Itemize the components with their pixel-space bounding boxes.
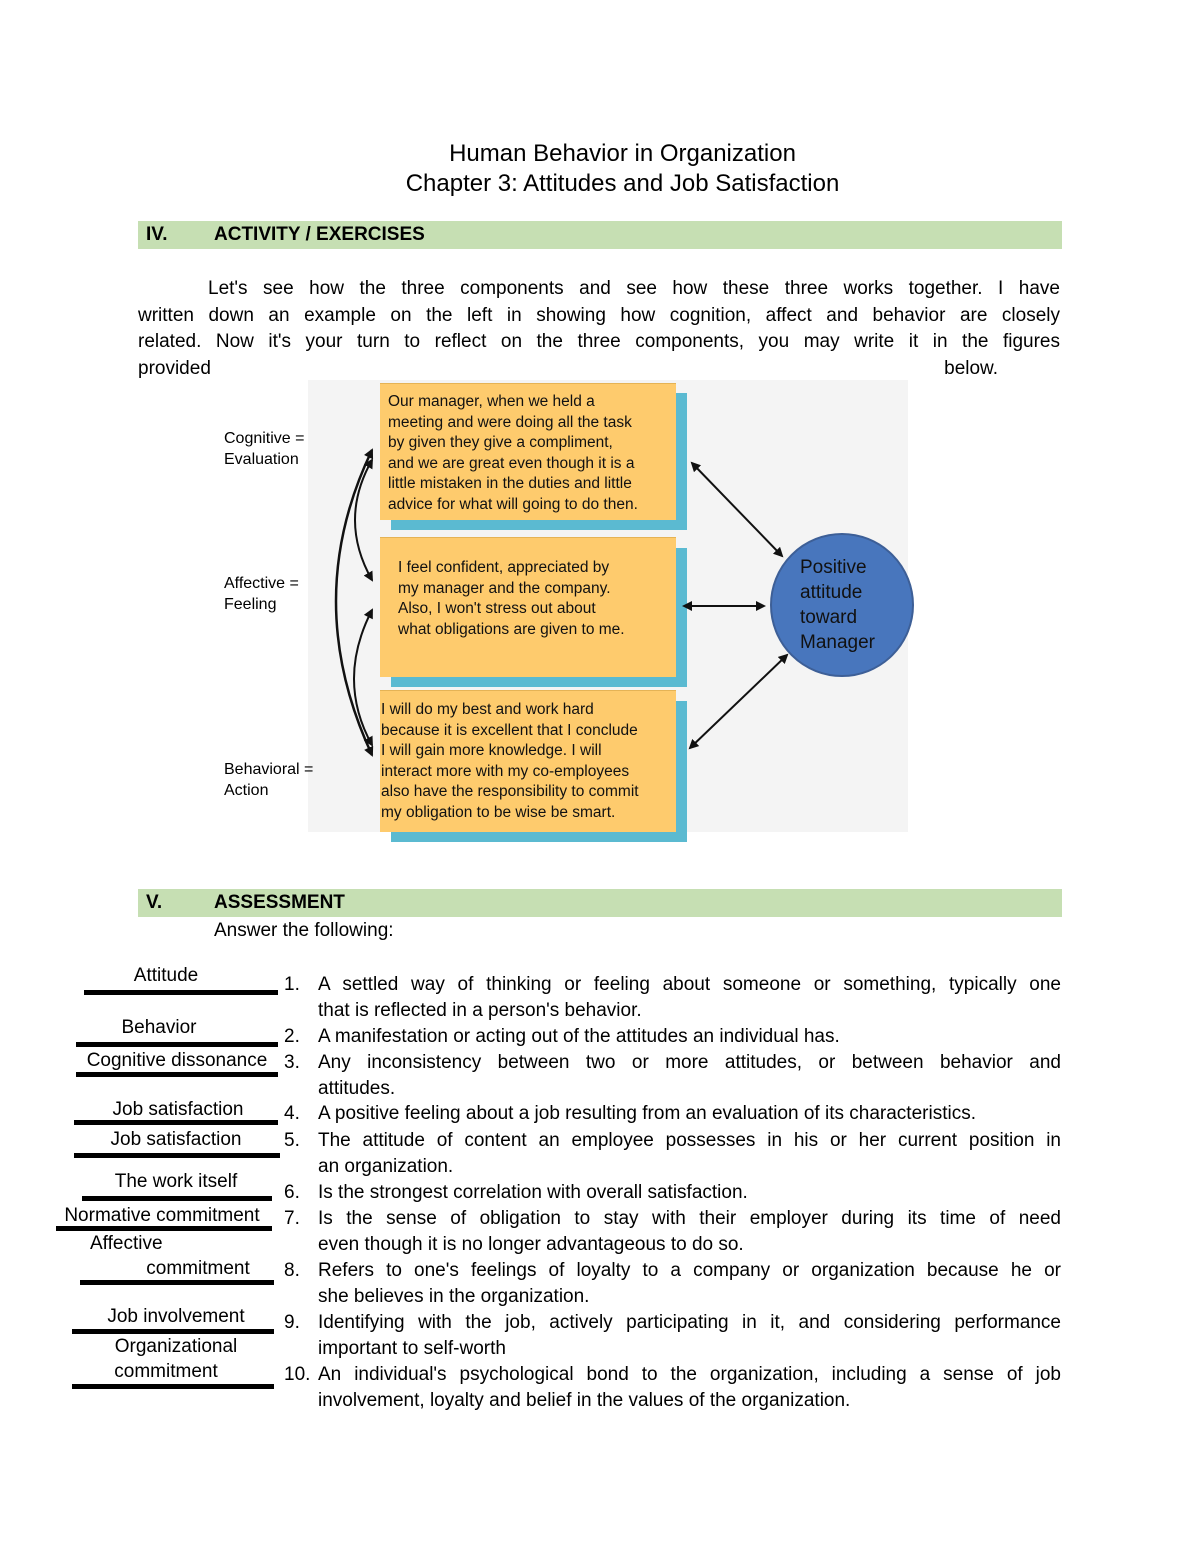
section-number: V. [146, 892, 163, 913]
answer-text: Affective [90, 1233, 163, 1254]
answer-blank [74, 1153, 280, 1158]
answer-blank [74, 1120, 278, 1125]
label-line: Behavioral = [224, 761, 314, 778]
behavioral-circle-arrow [690, 655, 787, 748]
cognitive-circle-arrow [692, 463, 782, 556]
answer-blank [84, 990, 278, 995]
answer-text: The work itself [114, 1171, 238, 1192]
question-line: even though it is no longer advantageous to do so. [318, 1234, 744, 1255]
paragraph-word: provided [138, 357, 211, 379]
question-line: that is reflected in a person's behavior. [318, 1000, 642, 1021]
question-number: 3. [284, 1052, 300, 1073]
answer-text: Behavior [121, 1017, 197, 1038]
page-title: Human Behavior in Organization [449, 140, 796, 167]
box-line: advice for what will going to do then. [388, 495, 638, 513]
question-line: A settled way of thinking or feeling about someone or something, typically one [318, 974, 1061, 995]
label-line: Feeling [224, 596, 277, 613]
box-line: little mistaken in the duties and little [388, 475, 632, 492]
question-line: Is the strongest correlation with overall satisfaction. [318, 1182, 748, 1203]
question-text [318, 1128, 1061, 1180]
answer-text: commitment [114, 1361, 218, 1382]
paragraph-line: related. Now it's your turn to reflect on the three components, you may write it in the figures [138, 331, 1060, 352]
section-title: ACTIVITY / EXERCISES [214, 224, 425, 245]
label-line: Affective = [224, 575, 299, 592]
page-subtitle: Chapter 3: Attitudes and Job Satisfaction [405, 170, 840, 197]
question-text [318, 1024, 1061, 1050]
question-number: 7. [284, 1208, 300, 1229]
question-line: Any inconsistency between two or more attitudes, or between behavior and [318, 1052, 1061, 1073]
circle-line: Positive [800, 557, 867, 578]
box-line: I feel confident, appreciated by [398, 559, 610, 576]
question-text [318, 1310, 1061, 1362]
question-line: A manifestation or acting out of the attitudes an individual has. [318, 1026, 840, 1047]
question-number: 6. [284, 1182, 300, 1203]
cognitive-affective-arrow [355, 460, 372, 580]
answer-blank [56, 1226, 272, 1231]
paragraph-word: below. [944, 357, 998, 379]
box-line: by given they give a compliment, [388, 434, 613, 451]
box-line: Also, I won't stress out about [398, 600, 596, 617]
box-line: my manager and the company. [398, 579, 611, 597]
question-text [318, 1101, 1061, 1127]
answer-text: commitment [146, 1258, 250, 1279]
section-number: IV. [146, 224, 168, 245]
question-line: The attitude of content an employee possesses in his or her current position in [318, 1130, 1061, 1151]
box-line: I will gain more knowledge. I will [381, 742, 602, 759]
question-number: 2. [284, 1026, 300, 1047]
answer-text: Job satisfaction [110, 1129, 242, 1150]
label-line: Evaluation [224, 451, 299, 468]
paragraph-line: Let's see how the three components and see how these three works together. I have [208, 278, 1060, 299]
question-text [318, 972, 1061, 1024]
answer-blank [76, 1042, 278, 1047]
box-line: my obligation to be wise be smart. [381, 803, 616, 821]
question-line: she believes in the organization. [318, 1286, 590, 1307]
question-text [318, 1362, 1061, 1414]
answer-text: Job satisfaction [112, 1099, 244, 1120]
question-number: 4. [284, 1103, 300, 1124]
answer-text: Normative commitment [64, 1205, 260, 1226]
answer-blank [72, 1329, 274, 1334]
question-number: 9. [284, 1312, 300, 1333]
answer-text: Job involvement [107, 1306, 245, 1327]
box-line: Our manager, when we held a [388, 393, 595, 410]
box-line: what obligations are given to me. [398, 620, 625, 638]
question-line: A positive feeling about a job resulting from an evaluation of its characteristics. [318, 1103, 976, 1124]
answer-blank [80, 1280, 274, 1285]
cognitive-behavioral-arrow [336, 450, 372, 755]
question-number: 1. [284, 974, 300, 995]
question-line: an organization. [318, 1156, 454, 1177]
answer-blank [76, 1072, 278, 1077]
box-line: also have the responsibility to commit [381, 783, 639, 800]
question-number: 5. [284, 1130, 300, 1151]
box-line: and we are great even though it is a [388, 454, 635, 472]
box-line: because it is excellent that I conclude [381, 721, 638, 739]
question-text [318, 1050, 1061, 1102]
section-title: ASSESSMENT [214, 892, 345, 913]
question-text [318, 1206, 1061, 1258]
answer-text: Cognitive dissonance [86, 1050, 268, 1071]
label-line: Action [224, 782, 269, 799]
question-text [318, 1258, 1061, 1310]
answer-blank [72, 1384, 274, 1389]
answer-text: Organizational [114, 1336, 238, 1357]
circle-line: attitude [800, 582, 863, 603]
box-line: I will do my best and work hard [381, 701, 594, 718]
paragraph-line: written down an example on the left in showing how cognition, affect and behavior are closely [138, 304, 1060, 326]
circle-line: Manager [800, 632, 875, 653]
question-number: 8. [284, 1260, 300, 1281]
question-line: important to self-worth [318, 1338, 506, 1359]
affective-behavioral-arrow [354, 610, 372, 745]
section-header-assessment [138, 889, 1062, 917]
question-text [318, 1180, 1061, 1206]
question-line: involvement, loyalty and belief in the values of the organization. [318, 1390, 851, 1411]
question-line: attitudes. [318, 1078, 396, 1099]
question-line: Refers to one's feelings of loyalty to a company or organization because he or [318, 1260, 1061, 1281]
answer-text: Attitude [133, 965, 199, 986]
question-line: An individual's psychological bond to the organization, including a sense of job [318, 1364, 1061, 1385]
question-line: Is the sense of obligation to stay with their employer during its time of need [318, 1208, 1061, 1229]
answer-blank [82, 1196, 272, 1201]
assessment-instruction: Answer the following: [214, 920, 394, 941]
box-line: meeting and were doing all the task [388, 413, 632, 431]
box-line: interact more with my co-employees [381, 762, 630, 780]
circle-line: toward [800, 607, 858, 628]
question-number: 10. [284, 1364, 311, 1385]
label-line: Cognitive = [224, 430, 305, 447]
question-line: Identifying with the job, actively participating in it, and considering performance [318, 1312, 1061, 1333]
